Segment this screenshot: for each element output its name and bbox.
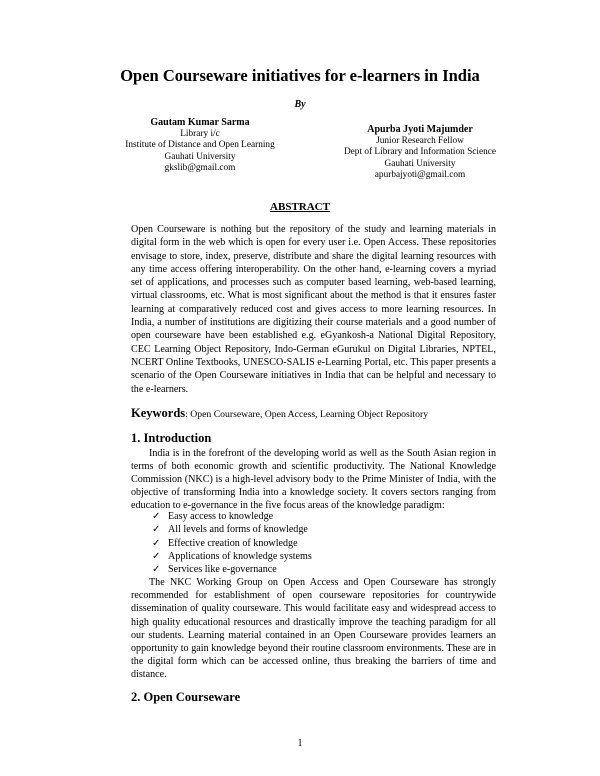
author-dept: Dept of Library and Information Science xyxy=(343,147,497,157)
list-item: ✓ Easy access to knowledge xyxy=(152,511,274,522)
check-icon: ✓ xyxy=(152,524,161,536)
list-item: ✓ Effective creation of knowledge xyxy=(152,537,298,549)
check-icon: ✓ xyxy=(152,511,161,522)
author-role: Junior Research Fellow xyxy=(376,135,464,146)
section-2-heading: 2. Open Courseware xyxy=(131,690,241,704)
section-1-paragraph-1: India is in the forefront of the developing world as well as the South Asian region in terms of both economic growth and scientific productivity. The National Knowledge Commission (NKC) is a high-level advisory body to the Prime Minister of India, with the objective of transforming India into a knowledge society. It covers sectors ranging from education to e-governance in the five focus areas of the knowledge paradigm: xyxy=(131,448,496,512)
author-block-1 xyxy=(100,117,300,175)
author-university: Gauhati University xyxy=(384,158,456,169)
paper-title: Open Courseware initiatives for e-learners in India xyxy=(120,66,480,85)
list-item: ✓ All levels and forms of knowledge xyxy=(152,524,308,536)
check-icon: ✓ xyxy=(152,564,161,576)
keywords-text: : Open Courseware, Open Access, Learning Object Repository xyxy=(185,409,429,420)
check-icon: ✓ xyxy=(152,537,161,549)
list-item: ✓ Services like e-governance xyxy=(152,564,277,576)
author-block-2 xyxy=(320,124,520,182)
author-name: Apurba Jyoti Majumder xyxy=(367,124,473,135)
keywords-label: Keywords xyxy=(131,406,186,420)
list-item: ✓ Applications of knowledge systems xyxy=(152,550,312,562)
author-email: apurbajyoti@gmail.com xyxy=(374,170,466,180)
author-role: Library i/c xyxy=(180,128,220,139)
author-dept: Institute of Distance and Open Learning xyxy=(125,140,275,150)
author-university: Gauhati University xyxy=(164,151,236,162)
check-icon: ✓ xyxy=(152,550,161,562)
section-1-paragraph-2: The NKC Working Group on Open Access and Open Courseware has strongly recommended for establishment of open courseware repositories for countrywide dissemination of quality courseware. This would facilitate easy and widespread access to high quality educational resources and drastically improve the teaching paradigm for all our students. Learning material contained in an Open Courseware provides learners an opportunity to gain knowledge beyond their routine classroom environments. These are in the digital form which can be accessed online, thus breaking the barriers of time and distance. xyxy=(131,577,496,681)
page-number: 1 xyxy=(297,738,303,749)
section-1-heading: 1. Introduction xyxy=(131,431,212,445)
abstract-text: Open Courseware is nothing but the repository of the study and learning materials in digital form in the web which is open for every user i.e. Open Access. These repositories envisage to store, index, preserve, distribute and share the digital learning resources with any time access offering interoperability. On the other hand, e-learning covers a myriad set of applications, and processes such as computer based learning, web-based learning, virtual classrooms, etc. What is most significant about the method is that it ensures faster learning at comparatively reduced cost and gives access to more learning resources. In India, a number of institutions are digitizing their course materials and a good number of open courseware have been established e.g. eGyankosh-a National Digital Repository, CEC Learning Object Repository, Indo-German eGurukul on Digital Libraries, NPTEL, NCERT Online Textbooks, UNESCO-SALIS e-Learning Portal, etc. This paper presents a scenario of the Open Courseware initiatives in India that can be helpful and necessary to the e-learners. xyxy=(131,224,496,395)
author-name: Gautam Kumar Sarma xyxy=(150,117,250,128)
author-email: gkslib@gmail.com xyxy=(164,163,236,173)
focus-areas-list xyxy=(152,510,312,576)
abstract-heading: ABSTRACT xyxy=(270,201,330,213)
keywords-line xyxy=(131,406,501,421)
by-line: By xyxy=(294,99,306,110)
